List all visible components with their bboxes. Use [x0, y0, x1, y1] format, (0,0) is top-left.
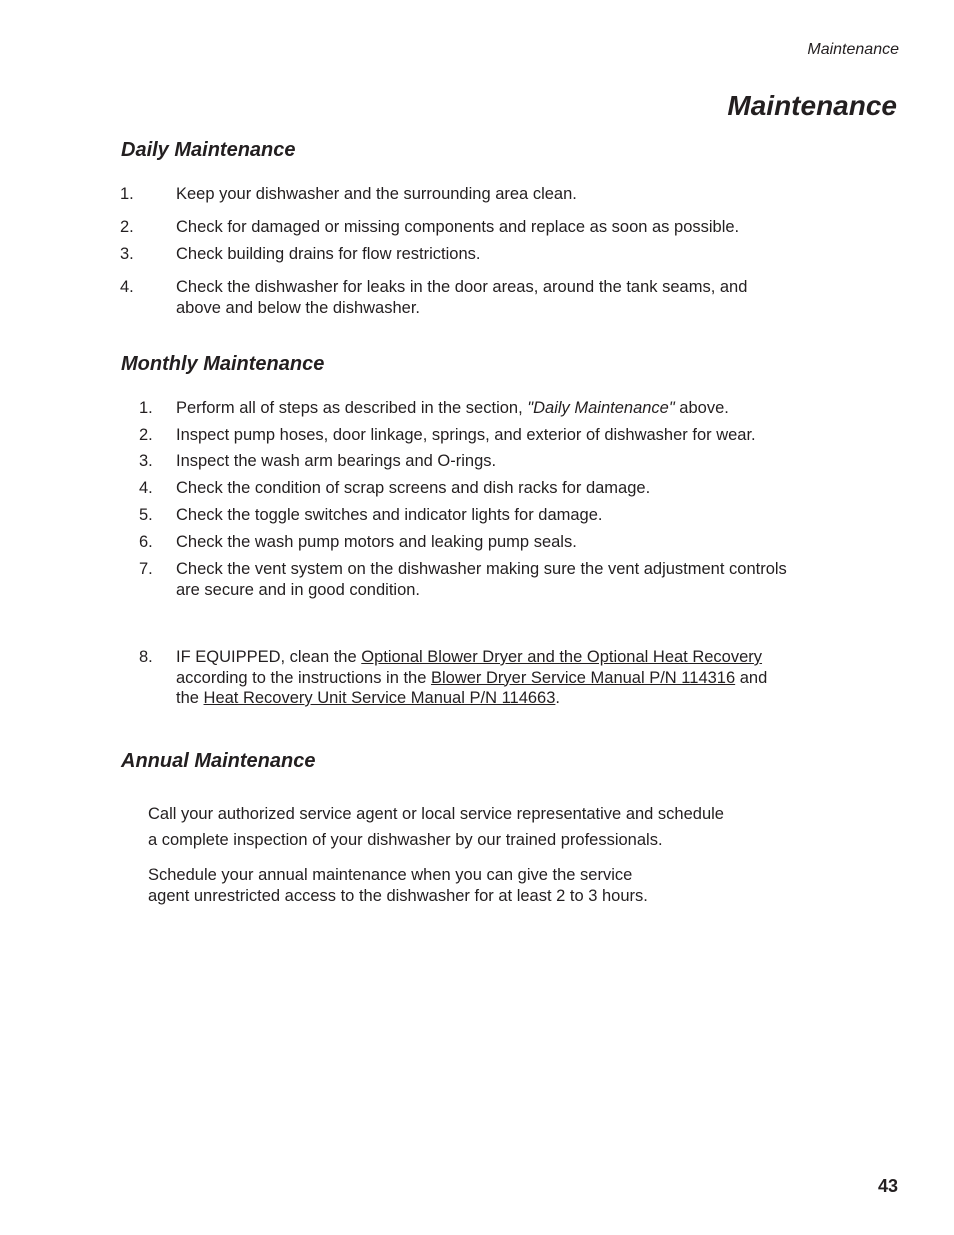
item-text	[176, 559, 836, 600]
annual-paragraph-2	[148, 865, 828, 907]
item-text-line: Check the vent system on the dishwasher making sure the vent adjustment controls	[176, 560, 787, 578]
daily-maintenance-heading: Daily Maintenance	[121, 139, 296, 161]
item-text	[176, 277, 836, 318]
item-number: 1.	[139, 399, 153, 417]
item-text-part: and	[735, 668, 768, 687]
item-text-part: the	[176, 689, 204, 707]
item-text: Keep your dishwasher and the surrounding area clean.	[176, 185, 577, 203]
item-number: 4.	[120, 278, 134, 296]
heat-recovery-manual-link[interactable]: Heat Recovery Unit Service Manual P/N 114663	[203, 689, 556, 707]
item-text-part: Perform all of steps as described in the section,	[176, 399, 528, 417]
item-text-part: above.	[674, 399, 729, 417]
item-number: 8.	[139, 648, 153, 666]
item-text: Check the wash pump motors and leaking pump seals.	[176, 533, 577, 551]
page-title: Maintenance	[727, 90, 897, 121]
item-number: 7.	[139, 560, 153, 578]
blower-dryer-heat-recovery-link[interactable]: Optional Blower Dryer and the Optional Heat Recovery	[361, 648, 763, 666]
item-text: Inspect the wash arm bearings and O-rings.	[176, 452, 497, 470]
item-text-line: Check the dishwasher for leaks in the door areas, around the tank seams, and	[176, 278, 748, 296]
blower-dryer-manual-link[interactable]: Blower Dryer Service Manual P/N 114316	[430, 668, 736, 687]
item-number: 3.	[120, 245, 134, 263]
section-reference: "Daily Maintenance"	[527, 399, 675, 417]
item-number: 2.	[120, 218, 134, 236]
item-text-part: IF EQUIPPED, clean the	[176, 648, 362, 666]
annual-paragraph-1	[148, 801, 828, 853]
running-header: Maintenance	[807, 41, 899, 58]
paragraph-line: Schedule your annual maintenance when you can give the service	[148, 866, 633, 884]
item-text-part: .	[555, 689, 560, 707]
item-number: 5.	[139, 506, 153, 524]
item-number: 6.	[139, 533, 153, 551]
item-text: Check for damaged or missing components and replace as soon as possible.	[176, 218, 740, 236]
paragraph-line: a complete inspection of your dishwasher by our trained professionals.	[148, 831, 663, 849]
item-text	[176, 398, 836, 419]
monthly-maintenance-heading: Monthly Maintenance	[121, 353, 325, 375]
item-number: 3.	[139, 452, 153, 470]
page-number: 43	[877, 1176, 898, 1196]
item-text: Check the condition of scrap screens and dish racks for damage.	[176, 479, 651, 497]
item-text: Check building drains for flow restrictions.	[176, 245, 481, 263]
item-text-line: above and below the dishwasher.	[176, 298, 421, 317]
item-text	[176, 647, 836, 709]
item-text-line: are secure and in good condition.	[176, 580, 421, 599]
paragraph-line: agent unrestricted access to the dishwasher for at least 2 to 3 hours.	[148, 887, 648, 905]
item-number: 4.	[139, 479, 153, 497]
item-number: 1.	[120, 185, 134, 203]
item-text: Check the toggle switches and indicator lights for damage.	[176, 506, 603, 524]
item-text: Inspect pump hoses, door linkage, springs, and exterior of dishwasher for wear.	[176, 426, 756, 444]
item-text-part: according to the instructions in the	[176, 668, 431, 687]
paragraph-line: Call your authorized service agent or local service representative and schedule	[148, 805, 724, 823]
annual-maintenance-heading: Annual Maintenance	[121, 750, 316, 772]
item-number: 2.	[139, 426, 153, 444]
